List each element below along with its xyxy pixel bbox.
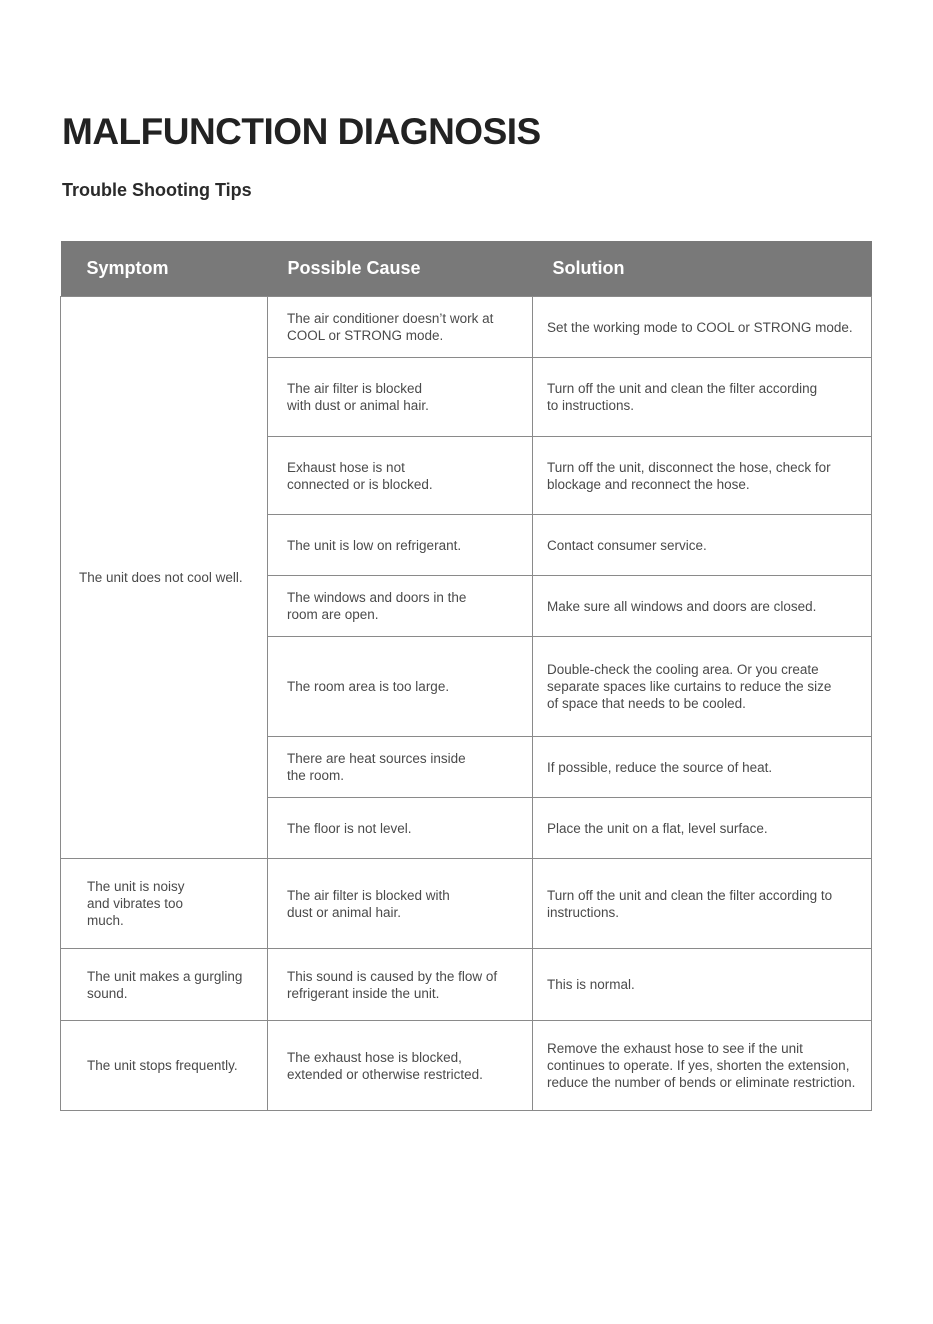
cause-text: This sound is caused by the flow of refrigerant inside the unit. <box>287 968 498 1001</box>
page-title: MALFUNCTION DIAGNOSIS <box>62 111 541 152</box>
cause-text: The air conditioner doesn’t work at COOL or STRONG mode. <box>287 311 494 343</box>
cause-text: The air filter is blocked with dust or animal hair. <box>287 887 450 920</box>
solution-text: Remove the exhaust hose to see if the unit continues to operate. If yes, shorten the extension, reduce the number of bends or eliminate restriction. <box>547 1041 856 1090</box>
cause-cell <box>268 358 533 437</box>
solution-cell <box>533 437 872 515</box>
cause-cell <box>268 949 533 1021</box>
solution-cell <box>533 358 872 437</box>
solution-cell <box>533 297 872 358</box>
solution-cell <box>533 949 872 1021</box>
symptom-cell <box>61 859 268 949</box>
cause-text: The unit is low on refrigerant. <box>287 537 462 553</box>
cause-text: There are heat sources inside the room. <box>287 751 466 783</box>
solution-text: This is normal. <box>547 977 635 992</box>
solution-text: Turn off the unit and clean the filter according to instructions. <box>547 887 833 920</box>
page-subtitle: Trouble Shooting Tips <box>62 180 252 200</box>
solution-cell <box>533 859 872 949</box>
cause-cell <box>268 297 533 358</box>
table-row <box>61 949 872 1021</box>
table-body <box>61 297 872 1111</box>
symptom-text: The unit stops frequently. <box>87 1058 238 1073</box>
cause-text: The windows and doors in the room are open. <box>287 590 467 622</box>
symptom-cell <box>61 949 268 1021</box>
cause-cell <box>268 798 533 859</box>
cause-cell <box>268 1021 533 1111</box>
header-row <box>61 241 872 297</box>
cause-text: The exhaust hose is blocked, extended or otherwise restricted. <box>287 1049 483 1082</box>
symptom-text: The unit does not cool well. <box>79 570 243 585</box>
symptom-text: The unit makes a gurgling sound. <box>87 968 243 1001</box>
cause-cell <box>268 637 533 737</box>
cause-cell <box>268 737 533 798</box>
solution-text: Make sure all windows and doors are closed. <box>547 598 817 614</box>
cause-cell <box>268 576 533 637</box>
solution-cell <box>533 798 872 859</box>
cause-text: The room area is too large. <box>287 679 450 694</box>
solution-text: Turn off the unit and clean the filter according to instructions. <box>547 381 818 413</box>
table-row <box>61 297 872 358</box>
table-row <box>61 859 872 949</box>
troubleshooting-table <box>60 241 872 1111</box>
symptom-text: The unit is noisy and vibrates too much. <box>87 879 185 928</box>
header-solution: Solution <box>533 241 872 297</box>
solution-cell <box>533 737 872 798</box>
solution-text: Double-check the cooling area. Or you create separate spaces like curtains to reduce the size of space that needs to be cooled. <box>547 662 832 711</box>
cause-text: The air filter is blocked with dust or animal hair. <box>287 381 429 413</box>
table-header <box>61 241 872 297</box>
solution-text: Set the working mode to COOL or STRONG mode. <box>547 319 853 335</box>
solution-text: Contact consumer service. <box>547 537 707 553</box>
solution-cell <box>533 637 872 737</box>
symptom-cell <box>61 1021 268 1111</box>
solution-text: Turn off the unit, disconnect the hose, check for blockage and reconnect the hose. <box>547 459 831 492</box>
cause-cell <box>268 859 533 949</box>
header-symptom: Symptom <box>61 241 268 297</box>
solution-cell <box>533 1021 872 1111</box>
cause-text: The floor is not level. <box>287 820 412 836</box>
symptom-cell <box>61 297 268 859</box>
cause-cell <box>268 437 533 515</box>
header-possible-cause: Possible Cause <box>268 241 533 297</box>
solution-cell <box>533 576 872 637</box>
solution-cell <box>533 515 872 576</box>
cause-cell <box>268 515 533 576</box>
table-row <box>61 1021 872 1111</box>
cause-text: Exhaust hose is not connected or is blocked. <box>287 459 433 492</box>
solution-text: If possible, reduce the source of heat. <box>547 759 773 775</box>
solution-text: Place the unit on a flat, level surface. <box>547 820 768 836</box>
